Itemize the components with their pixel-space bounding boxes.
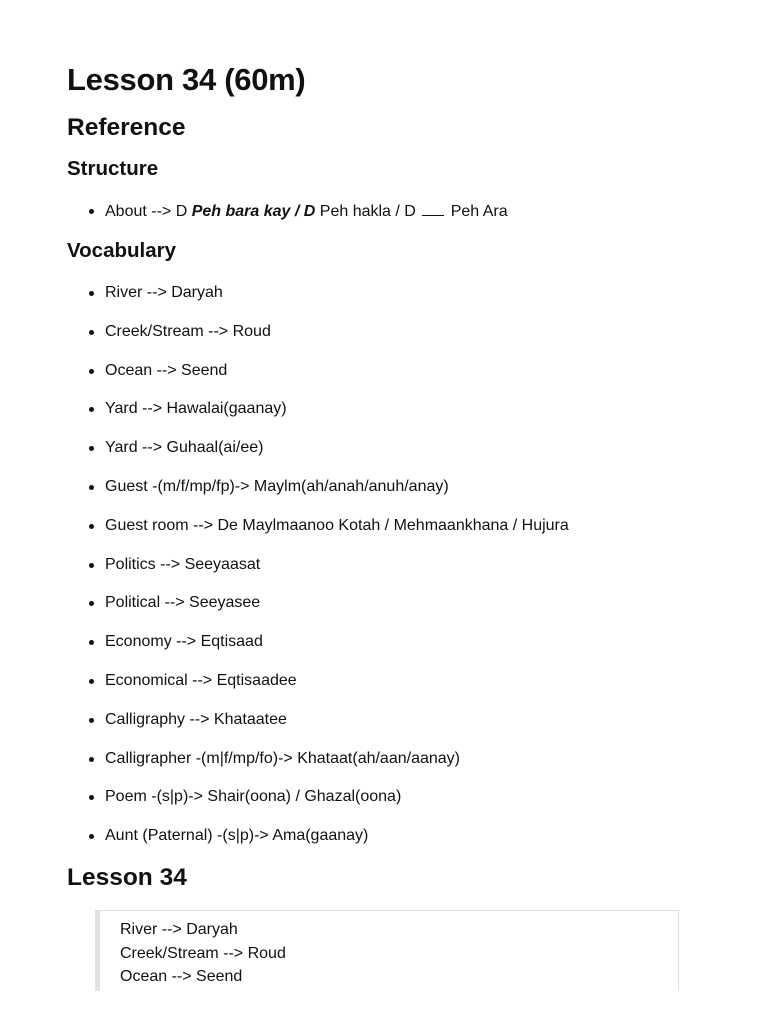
vocab-item: Guest room --> De Maylmaanoo Kotah / Mehmaankhana / Hujura	[67, 516, 569, 555]
vocab-item: River --> Daryah	[67, 283, 569, 322]
code-line: River --> Daryah	[120, 921, 238, 938]
vocabulary-heading: Vocabulary	[67, 239, 176, 262]
vocab-item: Economical --> Eqtisaadee	[67, 671, 569, 710]
code-line: Ocean --> Seend	[120, 968, 243, 985]
structure-prefix: About --> D	[105, 203, 192, 220]
vocab-item: Aunt (Paternal) -(s|p)-> Ama(gaanay)	[67, 826, 569, 865]
vocab-item: Calligraphy --> Khataatee	[67, 710, 569, 749]
structure-middle: Peh hakla / D	[315, 203, 421, 220]
vocab-item: Calligrapher -(m|f/mp/fo)-> Khataat(ah/aan/aanay)	[67, 749, 569, 788]
vocabulary-list	[67, 283, 569, 865]
structure-suffix: Peh Ara	[446, 203, 508, 220]
structure-item	[67, 201, 508, 240]
structure-emphasis: Peh bara kay / D	[191, 203, 316, 220]
vocab-item: Politics --> Seeyaasat	[67, 555, 569, 594]
vocab-item: Ocean --> Seend	[67, 361, 569, 400]
vocab-item: Creek/Stream --> Roud	[67, 322, 569, 361]
vocab-item: Economy --> Eqtisaad	[67, 632, 569, 671]
structure-list	[67, 201, 508, 240]
vocab-item: Yard --> Hawalai(gaanay)	[67, 399, 569, 438]
vocab-item: Guest -(m/f/mp/fp)-> Maylm(ah/anah/anuh/anay)	[67, 477, 569, 516]
vocab-item: Political --> Seeyasee	[67, 593, 569, 632]
reference-heading: Reference	[67, 114, 186, 141]
code-line: Creek/Stream --> Roud	[120, 944, 286, 962]
lesson-heading: Lesson 34	[67, 864, 187, 891]
page-title: Lesson 34 (60m)	[67, 62, 306, 97]
structure-heading: Structure	[67, 157, 159, 180]
vocab-item: Yard --> Guhaal(ai/ee)	[67, 438, 569, 477]
vocab-item: Poem -(s|p)-> Shair(oona) / Ghazal(oona)	[67, 787, 569, 826]
blank-line	[422, 201, 444, 216]
lesson-code-block	[95, 910, 679, 991]
